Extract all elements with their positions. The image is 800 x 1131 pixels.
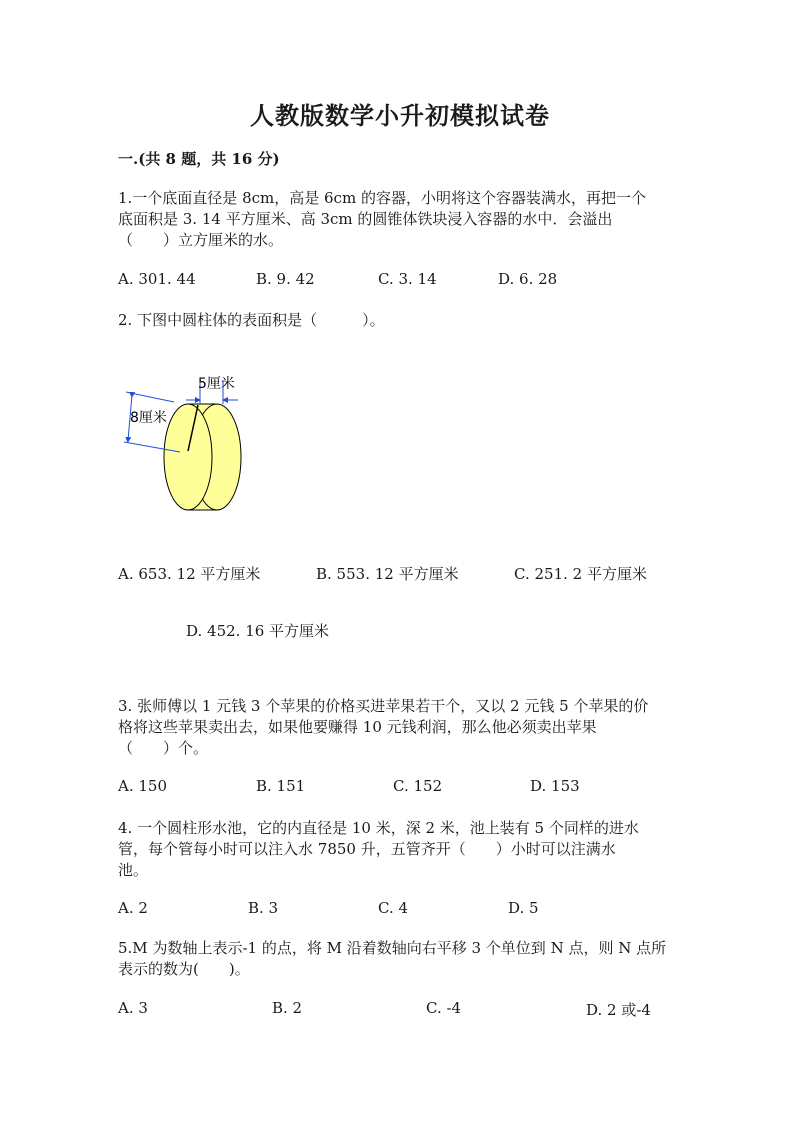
section-heading: 一.(共 8 题，共 16 分) (118, 150, 280, 168)
question-1-line-1: 1.一个底面直径是 8cm，高是 6cm 的容器，小明将这个容器装满水，再把一个 (118, 189, 646, 207)
question-2-option-a[interactable]: A. 653. 12 平方厘米 (118, 565, 261, 583)
question-1-option-d[interactable]: D. 6. 28 (498, 270, 558, 288)
question-3-line-3: （ ）个。 (118, 739, 209, 757)
question-2-option-c[interactable]: C. 251. 2 平方厘米 (514, 565, 647, 583)
question-3-option-c[interactable]: C. 152 (393, 777, 443, 795)
question-4-option-a[interactable]: A. 2 (118, 899, 148, 917)
cylinder-front-face (164, 404, 212, 510)
question-5-option-c[interactable]: C. -4 (426, 999, 462, 1017)
question-4-line-2: 管，每个管每小时可以注入水 7850 升，五管齐开（ ）小时可以注满水 (118, 840, 616, 858)
question-1-line-3: （ ）立方厘米的水。 (118, 231, 284, 249)
question-5 (118, 938, 678, 980)
question-5-line-1: 5.M 为数轴上表示-1 的点，将 M 沿着数轴向右平移 3 个单位到 N 点，则 N 点所 (118, 939, 667, 957)
question-3-line-2: 格将这些苹果卖出去，如果他要赚得 10 元钱利润，那么他必须卖出苹果 (118, 718, 597, 736)
question-3-line-1: 3. 张师傅以 1 元钱 3 个苹果的价格买进苹果若干个，又以 2 元钱 5 个苹果的价 (118, 697, 649, 715)
question-5-line-2: 表示的数为( )。 (118, 960, 250, 978)
question-5-option-b[interactable]: B. 2 (272, 999, 303, 1017)
question-4-option-d[interactable]: D. 5 (508, 899, 539, 917)
question-2-line-1: 2. 下图中圆柱体的表面积是（ ）。 (118, 311, 385, 329)
question-1-line-2: 底面积是 3. 14 平方厘米、高 3cm 的圆锥体铁块浸入容器的水中．会溢出 (118, 210, 613, 228)
question-2-option-d[interactable]: D. 452. 16 平方厘米 (186, 622, 330, 640)
page-title: 人教版数学小升初模拟试卷 (250, 101, 550, 130)
question-1-option-c[interactable]: C. 3. 14 (378, 270, 437, 288)
radius-label: 5厘米 (198, 376, 235, 392)
question-4-option-c[interactable]: C. 4 (378, 899, 409, 917)
question-1-option-a[interactable]: A. 301. 44 (118, 270, 196, 288)
question-5-option-d[interactable]: D. 2 或-4 (586, 1001, 651, 1019)
question-4-option-b[interactable]: B. 3 (248, 899, 279, 917)
question-4-line-1: 4. 一个圆柱形水池，它的内直径是 10 米，深 2 米，池上装有 5 个同样的进水 (118, 819, 639, 837)
cylinder-figure (110, 362, 260, 522)
question-2 (118, 310, 678, 331)
question-3 (118, 696, 678, 759)
question-2-option-b[interactable]: B. 553. 12 平方厘米 (316, 565, 459, 583)
question-1-option-b[interactable]: B. 9. 42 (256, 270, 315, 288)
question-5-option-a[interactable]: A. 3 (118, 999, 148, 1017)
question-3-option-b[interactable]: B. 151 (256, 777, 306, 795)
question-1 (118, 188, 678, 251)
question-4 (118, 818, 678, 881)
question-4-line-3: 池。 (118, 861, 149, 879)
question-3-option-d[interactable]: D. 153 (530, 777, 580, 795)
height-label: 8厘米 (130, 410, 167, 426)
question-3-option-a[interactable]: A. 150 (118, 777, 167, 795)
